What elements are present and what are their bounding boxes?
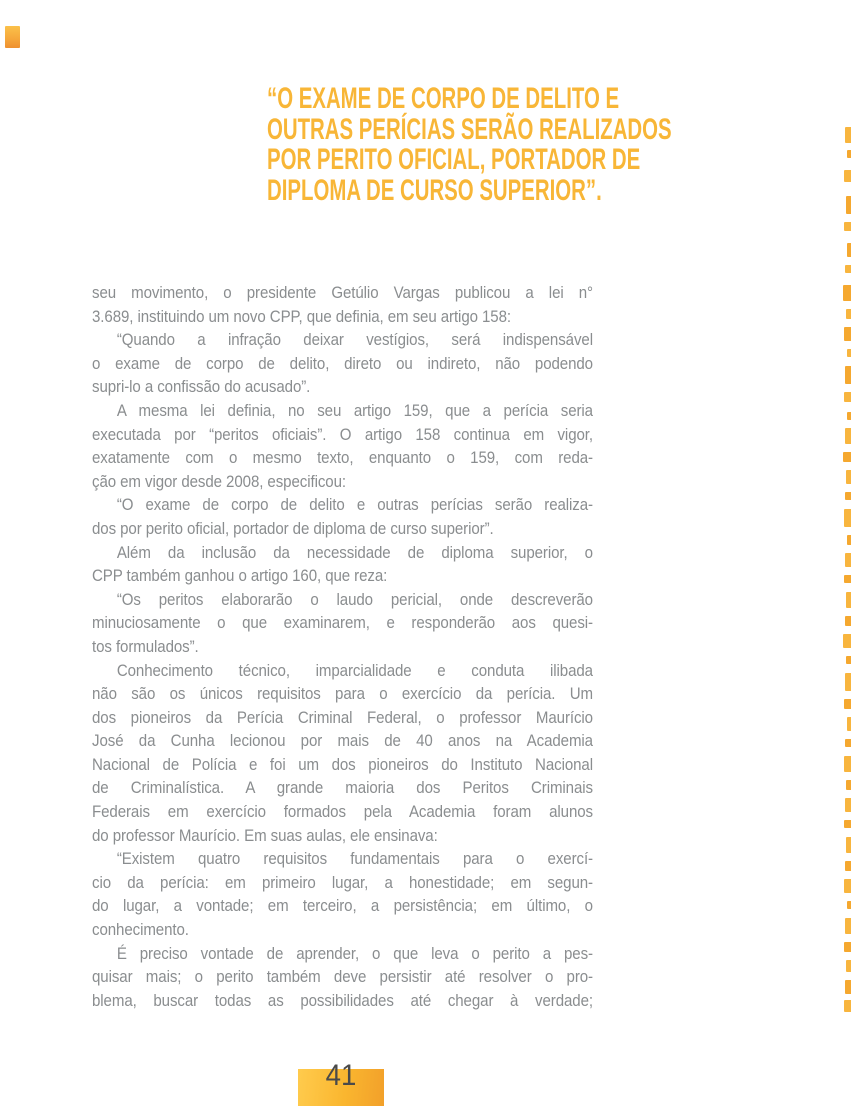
edge-scan-mark [845, 673, 851, 691]
edge-scan-mark [845, 798, 851, 812]
edge-scan-mark [844, 392, 851, 402]
body-line: CPP também ganhou o artigo 160, que reza: [92, 566, 388, 586]
body-line: 3.689, instituindo um novo CPP, que definia, em seu artigo 158: [92, 306, 511, 326]
edge-scan-mark [847, 901, 851, 909]
edge-scan-mark [847, 535, 851, 545]
body-line: “Os peritos elaborarão o laudo pericial, onde descreverão [116, 589, 593, 609]
body-line: conhecimento. [92, 920, 189, 940]
edge-scan-mark [844, 820, 851, 828]
edge-scan-mark [847, 412, 851, 420]
edge-scan-mark [847, 717, 851, 731]
body-line: seu movimento, o presidente Getúlio Vargas publicou a lei n° [92, 283, 593, 302]
edge-scan-mark [845, 492, 851, 500]
body-line: não são os únicos requisitos para o exercício da perícia. Um [92, 684, 593, 704]
edge-scan-mark [847, 150, 851, 158]
page-edge-marks [839, 0, 851, 1106]
edge-scan-mark [844, 575, 851, 583]
page-number: 41 [325, 1059, 357, 1092]
edge-scan-mark [846, 592, 851, 608]
body-line: do professor Maurício. Em suas aulas, ele ensinava: [92, 825, 438, 845]
body-line: Além da inclusão da necessidade de diploma superior, o [116, 542, 593, 562]
body-line: A mesma lei definia, no seu artigo 159, que a perícia seria [116, 400, 593, 420]
edge-scan-mark [843, 452, 851, 462]
body-line: tos formulados”. [92, 636, 199, 656]
edge-scan-mark [844, 222, 851, 231]
edge-scan-mark [846, 656, 851, 664]
edge-scan-mark [846, 837, 851, 853]
edge-scan-mark [846, 470, 851, 484]
edge-scan-mark [845, 366, 851, 384]
body-line: exatamente com o mesmo texto, enquanto o 159, com reda- [92, 448, 593, 468]
edge-scan-mark [847, 243, 851, 257]
edge-scan-mark [847, 349, 851, 357]
body-line: ção em vigor desde 2008, especificou: [92, 471, 346, 491]
edge-scan-mark [845, 861, 851, 871]
pull-quote-heading [267, 84, 827, 206]
body-line: minuciosamente o que examinarem, e responderão aos quesi- [92, 613, 593, 633]
body-line: José da Cunha lecionou por mais de 40 anos na Academia [92, 731, 593, 751]
edge-scan-mark [846, 196, 851, 214]
edge-scan-mark [845, 127, 851, 143]
corner-scan-mark [5, 26, 20, 48]
body-line: do lugar, a vontade; em terceiro, a persistência; em último, o [92, 896, 593, 916]
body-line: o exame de corpo de delito, direto ou indireto, não podendo [92, 353, 593, 373]
edge-scan-mark [845, 428, 851, 444]
edge-scan-mark [844, 756, 851, 772]
edge-scan-mark [845, 265, 851, 273]
body-line: Conhecimento técnico, imparcialidade e conduta ilibada [116, 660, 593, 680]
edge-scan-mark [845, 918, 851, 934]
edge-scan-mark [846, 309, 851, 319]
body-line: supri-lo a confissão do acusado”. [92, 377, 311, 397]
body-line: executada por “peritos oficiais”. O artigo 158 continua em vigor, [92, 424, 593, 444]
edge-scan-mark [845, 739, 851, 747]
body-text [92, 281, 593, 1012]
edge-scan-mark [845, 616, 851, 626]
body-line: dos pioneiros da Perícia Criminal Federal, o professor Maurício [92, 707, 593, 727]
edge-scan-mark [846, 960, 851, 972]
edge-scan-mark [846, 780, 851, 790]
body-line: cio da perícia: em primeiro lugar, a honestidade; em segun- [92, 872, 593, 892]
body-line: quisar mais; o perito também deve persistir até resolver o pro- [92, 967, 593, 987]
body-line: Nacional de Polícia e foi um dos pioneiros do Instituto Nacional [92, 754, 593, 774]
edge-scan-mark [844, 170, 851, 182]
edge-scan-mark [843, 285, 851, 301]
body-line: blema, buscar todas as possibilidades até chegar à verdade; [92, 990, 593, 1010]
edge-scan-mark [844, 327, 851, 341]
edge-scan-mark [845, 553, 851, 567]
edge-scan-mark [843, 634, 851, 648]
body-line: É preciso vontade de aprender, o que leva o perito a pes- [116, 943, 593, 963]
edge-scan-mark [844, 509, 851, 527]
body-line: “Quando a infração deixar vestígios, será indispensável [116, 330, 593, 350]
edge-scan-mark [844, 699, 851, 709]
body-line: “Existem quatro requisitos fundamentais para o exercí- [116, 849, 593, 869]
heading-line: DIPLOMA DE CURSO SUPERIOR”. [267, 173, 602, 207]
heading-line: OUTRAS PERÍCIAS SERÃO REALIZADOS [267, 112, 672, 146]
heading-line: “O EXAME DE CORPO DE DELITO E [267, 82, 620, 115]
edge-scan-mark [844, 1000, 851, 1012]
body-line: de Criminalística. A grande maioria dos Peritos Criminais [92, 778, 593, 798]
body-line: “O exame de corpo de delito e outras perícias serão realiza- [116, 495, 593, 515]
edge-scan-mark [844, 942, 851, 952]
edge-scan-mark [844, 879, 851, 893]
body-line: dos por perito oficial, portador de diploma de curso superior”. [92, 518, 494, 538]
body-line: Federais em exercício formados pela Academia foram alunos [92, 802, 593, 822]
edge-scan-mark [845, 980, 851, 994]
heading-line: POR PERITO OFICIAL, PORTADOR DE [267, 143, 641, 176]
